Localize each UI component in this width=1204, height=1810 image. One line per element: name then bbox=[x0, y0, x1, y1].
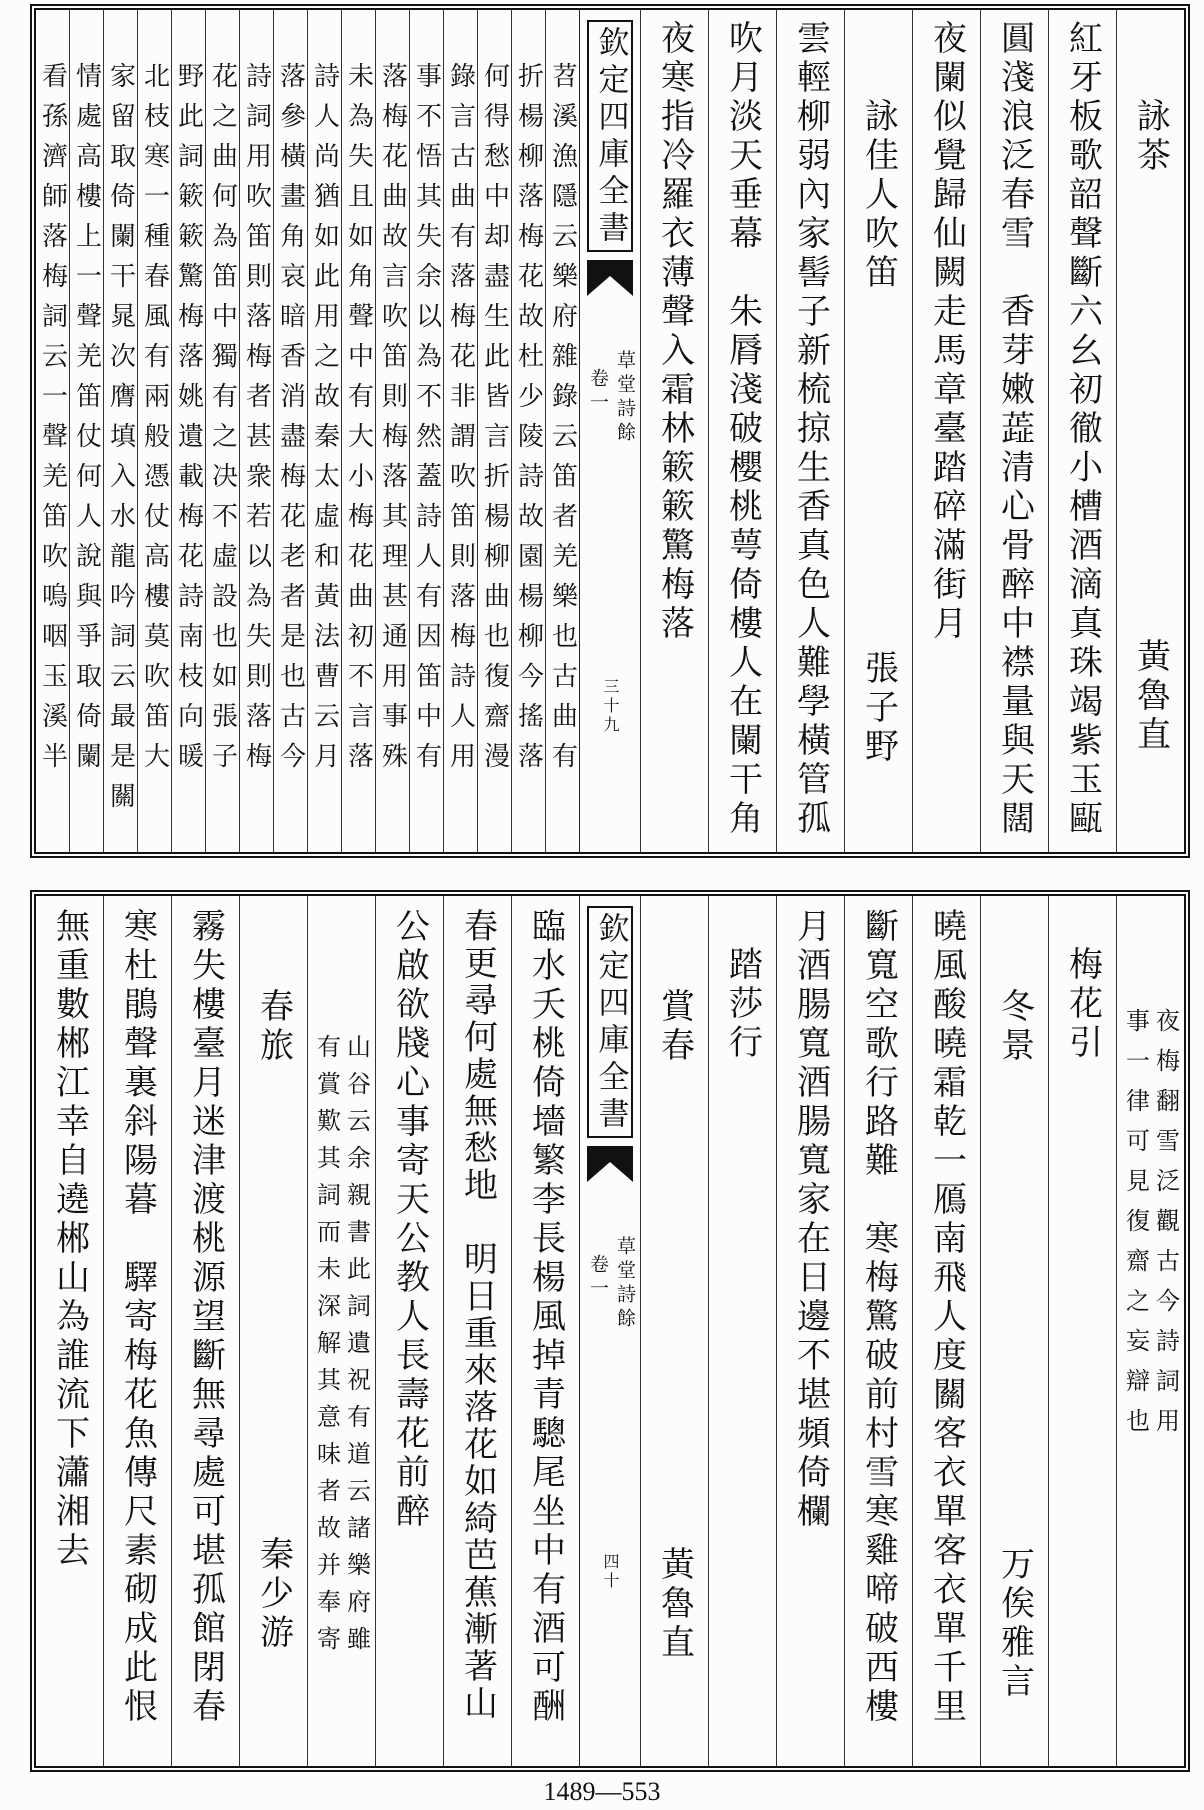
tune-name: 踏莎行 bbox=[722, 946, 763, 1063]
heading-column bbox=[844, 10, 912, 852]
poem-line: 曉風酸曉霜乾一鴈南飛人度關客衣單客衣單千里 bbox=[926, 908, 967, 1727]
poem-line: 月酒腸寬酒腸寬家在日邊不堪頻倚欄 bbox=[790, 908, 831, 1532]
poem-line: 圓淺浪泛春雪 香芽嫩蕋清心骨醉中襟量與天闊 bbox=[994, 20, 1035, 839]
poem-line-column bbox=[844, 896, 912, 1766]
poem-title: 春旅 bbox=[253, 988, 294, 1066]
poem-line: 夜寒指冷羅衣薄聲入霜林簌簌驚梅落 bbox=[654, 20, 695, 644]
commentary-column bbox=[69, 10, 103, 852]
poem-line-column bbox=[511, 896, 579, 1766]
collection-title: 草堂詩餘 bbox=[614, 1236, 636, 1332]
page-number: 四十 bbox=[601, 1553, 620, 1591]
note-line: 有賞歎其詞而未深解其意味者故并奉寄 bbox=[312, 1034, 341, 1663]
author-name: 秦少游 bbox=[253, 1536, 294, 1653]
commentary-column bbox=[273, 10, 307, 852]
commentary-line: 家留取倚闌干晁次膺填入水龍吟詞云最是關 bbox=[105, 62, 136, 822]
commentary-line: 北枝寒一種春風有兩般憑仗高樓莫吹笛大 bbox=[139, 62, 170, 782]
commentary-column bbox=[205, 10, 239, 852]
author-name: 黃魯直 bbox=[1130, 638, 1171, 755]
poem-line-column bbox=[375, 896, 443, 1766]
heading-column bbox=[239, 896, 307, 1766]
double-line-note bbox=[1117, 1008, 1184, 1448]
commentary-column bbox=[307, 10, 341, 852]
double-note-column bbox=[1116, 896, 1184, 1766]
note-line: 山谷云余親書此詞遺祝有道云諸樂府雖 bbox=[342, 1034, 371, 1663]
commentary-line: 錄言古曲有落梅花非謂吹笛則落梅詩人用 bbox=[445, 62, 476, 782]
commentary-line: 苕溪漁隱云樂府雜錄云笛者羌樂也古曲有 bbox=[547, 62, 578, 782]
tune-column bbox=[708, 896, 776, 1766]
commentary-line: 詩詞用吹笛則落梅者甚衆若以為失則落梅 bbox=[241, 62, 272, 782]
poem-line-column bbox=[103, 896, 171, 1766]
volume-label: 卷一 bbox=[587, 1254, 609, 1302]
commentary-column bbox=[477, 10, 511, 852]
poem-line: 吹月淡天垂幕 朱脣淺破櫻桃萼倚樓人在闌干角 bbox=[722, 20, 763, 839]
double-note-column bbox=[307, 896, 375, 1766]
commentary-column bbox=[545, 10, 579, 852]
tune-column bbox=[1048, 896, 1116, 1766]
center-fold bbox=[579, 10, 640, 852]
poem-line: 紅牙板歌韶聲斷六幺初徹小槽酒滴真珠竭紫玉甌 bbox=[1062, 20, 1103, 839]
poem-line: 夜闌似覺歸仙闕走馬章臺踏碎滿街月 bbox=[926, 20, 967, 644]
commentary-column bbox=[239, 10, 273, 852]
poem-line: 春更尋何處無愁地 明日重來落花如綺芭蕉漸著山 bbox=[457, 908, 498, 1722]
book-title: 欽定四庫全書 bbox=[592, 912, 629, 1134]
poem-line-column bbox=[912, 10, 980, 852]
commentary-column bbox=[103, 10, 137, 852]
tune-name: 梅花引 bbox=[1062, 946, 1103, 1063]
poem-line: 斷寬空歌行路難 寒梅驚破前村雪寒雞啼破西樓 bbox=[858, 908, 899, 1727]
collection-title: 草堂詩餘 bbox=[614, 350, 636, 446]
poem-line: 雲輕柳弱內家髻子新梳掠生香真色人難學橫管孤 bbox=[790, 20, 831, 839]
volume-label: 卷一 bbox=[587, 368, 609, 416]
poem-line: 寒杜鵑聲裏斜陽暮 驛寄梅花魚傳尺素砌成此恨 bbox=[117, 908, 158, 1727]
book-title-box bbox=[587, 906, 633, 1138]
poem-line: 霧失樓臺月迷津渡桃源望斷無尋處可堪孤館閉春 bbox=[185, 908, 226, 1727]
author-name: 張子野 bbox=[858, 650, 899, 767]
center-fold bbox=[579, 896, 640, 1766]
heading-column bbox=[640, 896, 708, 1766]
author-name: 黃魯直 bbox=[654, 1546, 695, 1663]
top-page-left-half bbox=[36, 10, 579, 852]
commentary-column bbox=[511, 10, 545, 852]
poem-line-column bbox=[776, 896, 844, 1766]
page-number: 三十九 bbox=[601, 678, 620, 735]
poem-line: 無重數郴江幸自遶郴山為誰流下瀟湘去 bbox=[49, 908, 90, 1571]
poem-line: 臨水夭桃倚墻繁李長楊風掉青驄尾坐中有酒可酬 bbox=[525, 908, 566, 1727]
poem-title: 賞春 bbox=[654, 988, 695, 1066]
double-line-note bbox=[308, 1034, 375, 1663]
fishtail-ornament bbox=[587, 1146, 633, 1182]
heading-column bbox=[980, 896, 1048, 1766]
commentary-line: 折楊柳落梅花故杜少陵詩故園楊柳今搖落 bbox=[513, 62, 544, 782]
poem-line-column bbox=[912, 896, 980, 1766]
commentary-column bbox=[375, 10, 409, 852]
commentary-column bbox=[171, 10, 205, 852]
note-line: 夜梅翻雪泛觀古今詩詞用 bbox=[1151, 1008, 1180, 1448]
poem-line-column bbox=[776, 10, 844, 852]
bottom-page-frame bbox=[30, 890, 1190, 1772]
poem-line-column bbox=[171, 896, 239, 1766]
note-line: 事一律可見復齋之妄辯也 bbox=[1121, 1008, 1150, 1448]
commentary-line: 何得愁中却盡生此皆言折楊柳曲也復齋漫 bbox=[479, 62, 510, 782]
commentary-line: 看孫濟師落梅詞云一聲羌笛吹嗚咽玉溪半 bbox=[37, 62, 68, 782]
poem-line-column bbox=[640, 10, 708, 852]
fishtail-ornament bbox=[587, 260, 633, 296]
commentary-line: 落參橫畫角哀暗香消盡梅花老者是也古今 bbox=[275, 62, 306, 782]
book-title: 欽定四庫全書 bbox=[592, 26, 629, 248]
bottom-page-right-half bbox=[640, 896, 1184, 1766]
commentary-line: 野此詞簌簌驚梅落姚遺載梅花詩南枝向暖 bbox=[173, 62, 204, 782]
poem-line-column bbox=[443, 896, 511, 1766]
poem-line-column bbox=[980, 10, 1048, 852]
author-name: 万俟雅言 bbox=[994, 1546, 1035, 1702]
commentary-column bbox=[443, 10, 477, 852]
commentary-line: 未為失且如角聲中有大小梅花曲初不言落 bbox=[343, 62, 374, 782]
poem-title: 詠佳人吹笛 bbox=[858, 98, 899, 293]
poem-title: 冬景 bbox=[994, 988, 1035, 1066]
heading-column bbox=[1116, 10, 1184, 852]
commentary-line: 落梅花曲故言吹笛則梅落其理甚通用事殊 bbox=[377, 62, 408, 782]
commentary-column bbox=[409, 10, 443, 852]
top-page-right-half bbox=[640, 10, 1184, 852]
commentary-line: 花之曲何為笛中獨有之决不虛設也如張子 bbox=[207, 62, 238, 782]
bottom-page-left-half bbox=[36, 896, 579, 1766]
top-page-frame bbox=[30, 4, 1190, 858]
catalog-number: 1489—553 bbox=[543, 1777, 661, 1806]
commentary-line: 事不悟其失余以為不然蓋詩人有因笛中有 bbox=[411, 62, 442, 782]
commentary-line: 詩人尚猶如此用之故秦太虛和黃法曹云月 bbox=[309, 62, 340, 782]
poem-line: 公啟欲牋心事寄天公教人長壽花前醉 bbox=[389, 908, 430, 1532]
poem-title: 詠茶 bbox=[1130, 98, 1171, 176]
book-title-box bbox=[587, 20, 633, 252]
commentary-column bbox=[341, 10, 375, 852]
poem-line-column bbox=[708, 10, 776, 852]
poem-line-column bbox=[36, 896, 103, 1766]
commentary-column bbox=[137, 10, 171, 852]
commentary-line: 情處高樓上一聲羌笛仗何人說與爭取倚闌 bbox=[71, 62, 102, 782]
poem-line-column bbox=[1048, 10, 1116, 852]
commentary-column bbox=[36, 10, 69, 852]
